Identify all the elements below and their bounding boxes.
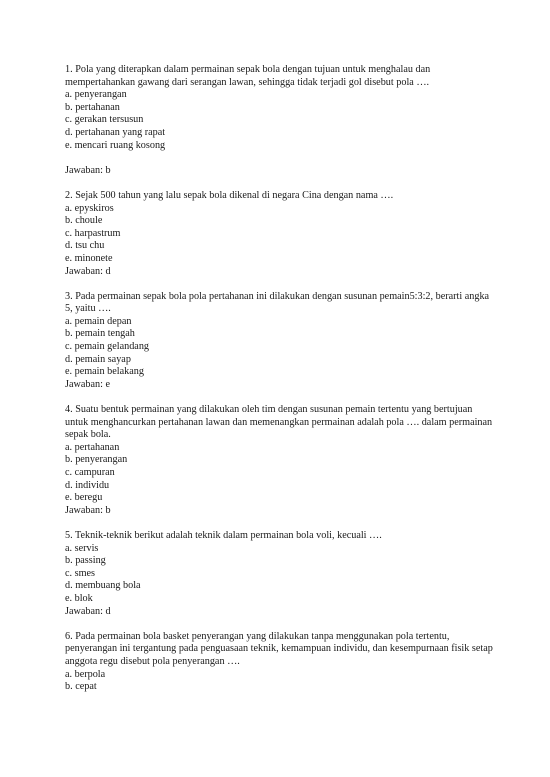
option-a: a. pemain depan <box>65 315 132 327</box>
question-text: 2. Sejak 500 tahun yang lalu sepak bola dikenal di negara Cina dengan nama …. <box>65 189 394 201</box>
option-e: e. pemain belakang <box>65 366 144 378</box>
option-d: d. tsu chu <box>65 240 105 252</box>
answer-key: Jawaban: d <box>65 605 111 617</box>
document-page <box>65 64 495 706</box>
option-a: a. pertahanan <box>65 441 120 453</box>
option-list <box>65 203 495 266</box>
option-e: e. beregu <box>65 492 103 504</box>
option-e: e. mencari ruang kosong <box>65 139 166 151</box>
option-list <box>65 543 495 606</box>
question-4 <box>65 404 495 517</box>
option-c: c. smes <box>65 567 95 579</box>
answer-key: Jawaban: d <box>65 265 111 277</box>
option-c: c. gerakan tersusun <box>65 114 144 126</box>
option-e: e. minonete <box>65 252 113 264</box>
question-3 <box>65 291 495 392</box>
option-d: d. pertahanan yang rapat <box>65 126 166 138</box>
option-list <box>65 669 495 694</box>
option-d: d. pemain sayap <box>65 353 131 365</box>
option-c: c. pemain gelandang <box>65 341 150 353</box>
option-a: a. penyerangan <box>65 89 127 101</box>
answer-key: Jawaban: b <box>65 164 111 176</box>
option-e: e. blok <box>65 592 93 604</box>
option-list <box>65 89 495 152</box>
option-b: b. pemain tengah <box>65 328 135 340</box>
question-text: 5. Teknik-teknik berikut adalah teknik dalam permainan bola voli, kecuali …. <box>65 529 382 541</box>
option-b: b. choule <box>65 215 103 227</box>
option-list <box>65 316 495 379</box>
question-5 <box>65 530 495 618</box>
question-6 <box>65 631 495 694</box>
option-d: d. individu <box>65 479 110 491</box>
option-list <box>65 442 495 505</box>
option-a: a. berpola <box>65 668 106 680</box>
question-1 <box>65 64 495 177</box>
question-text: 6. Pada permainan bola basket penyerangan yang dilakukan tanpa menggunakan pola tertentu, penyerangan ini tergantung pada penguasaan teknik, kemampuan individu, dan kesempurnaan fisik setap anggota regu disebut pola penyerangan …. <box>65 630 493 667</box>
question-text: 4. Suatu bentuk permainan yang dilakukan oleh tim dengan susunan pemain tertentu yang bertujuan untuk menghancurkan pertahanan lawan dan memenangkan permainan adalah pola …. dalam permainan sepak bola. <box>65 404 493 441</box>
answer-key: Jawaban: b <box>65 504 111 516</box>
option-b: b. cepat <box>65 681 97 693</box>
option-b: b. pertahanan <box>65 101 120 113</box>
option-d: d. membuang bola <box>65 580 141 592</box>
option-c: c. harpastrum <box>65 227 121 239</box>
option-b: b. penyerangan <box>65 454 128 466</box>
question-text: 1. Pola yang diterapkan dalam permainan sepak bola dengan tujuan untuk menghalau dan mempertahankan gawang dari serangan lawan, sehingga tidak terjadi gol disebut pola …. <box>65 64 431 88</box>
option-a: a. servis <box>65 542 99 554</box>
option-c: c. campuran <box>65 467 115 478</box>
answer-key: Jawaban: e <box>65 378 110 390</box>
question-text: 3. Pada permainan sepak bola pola pertahanan ini dilakukan dengan susunan pemain5:3:2, berarti angka 5, yaitu …. <box>65 290 490 315</box>
option-a: a. epyskiros <box>65 202 114 214</box>
question-2 <box>65 190 495 278</box>
option-b: b. passing <box>65 555 106 567</box>
